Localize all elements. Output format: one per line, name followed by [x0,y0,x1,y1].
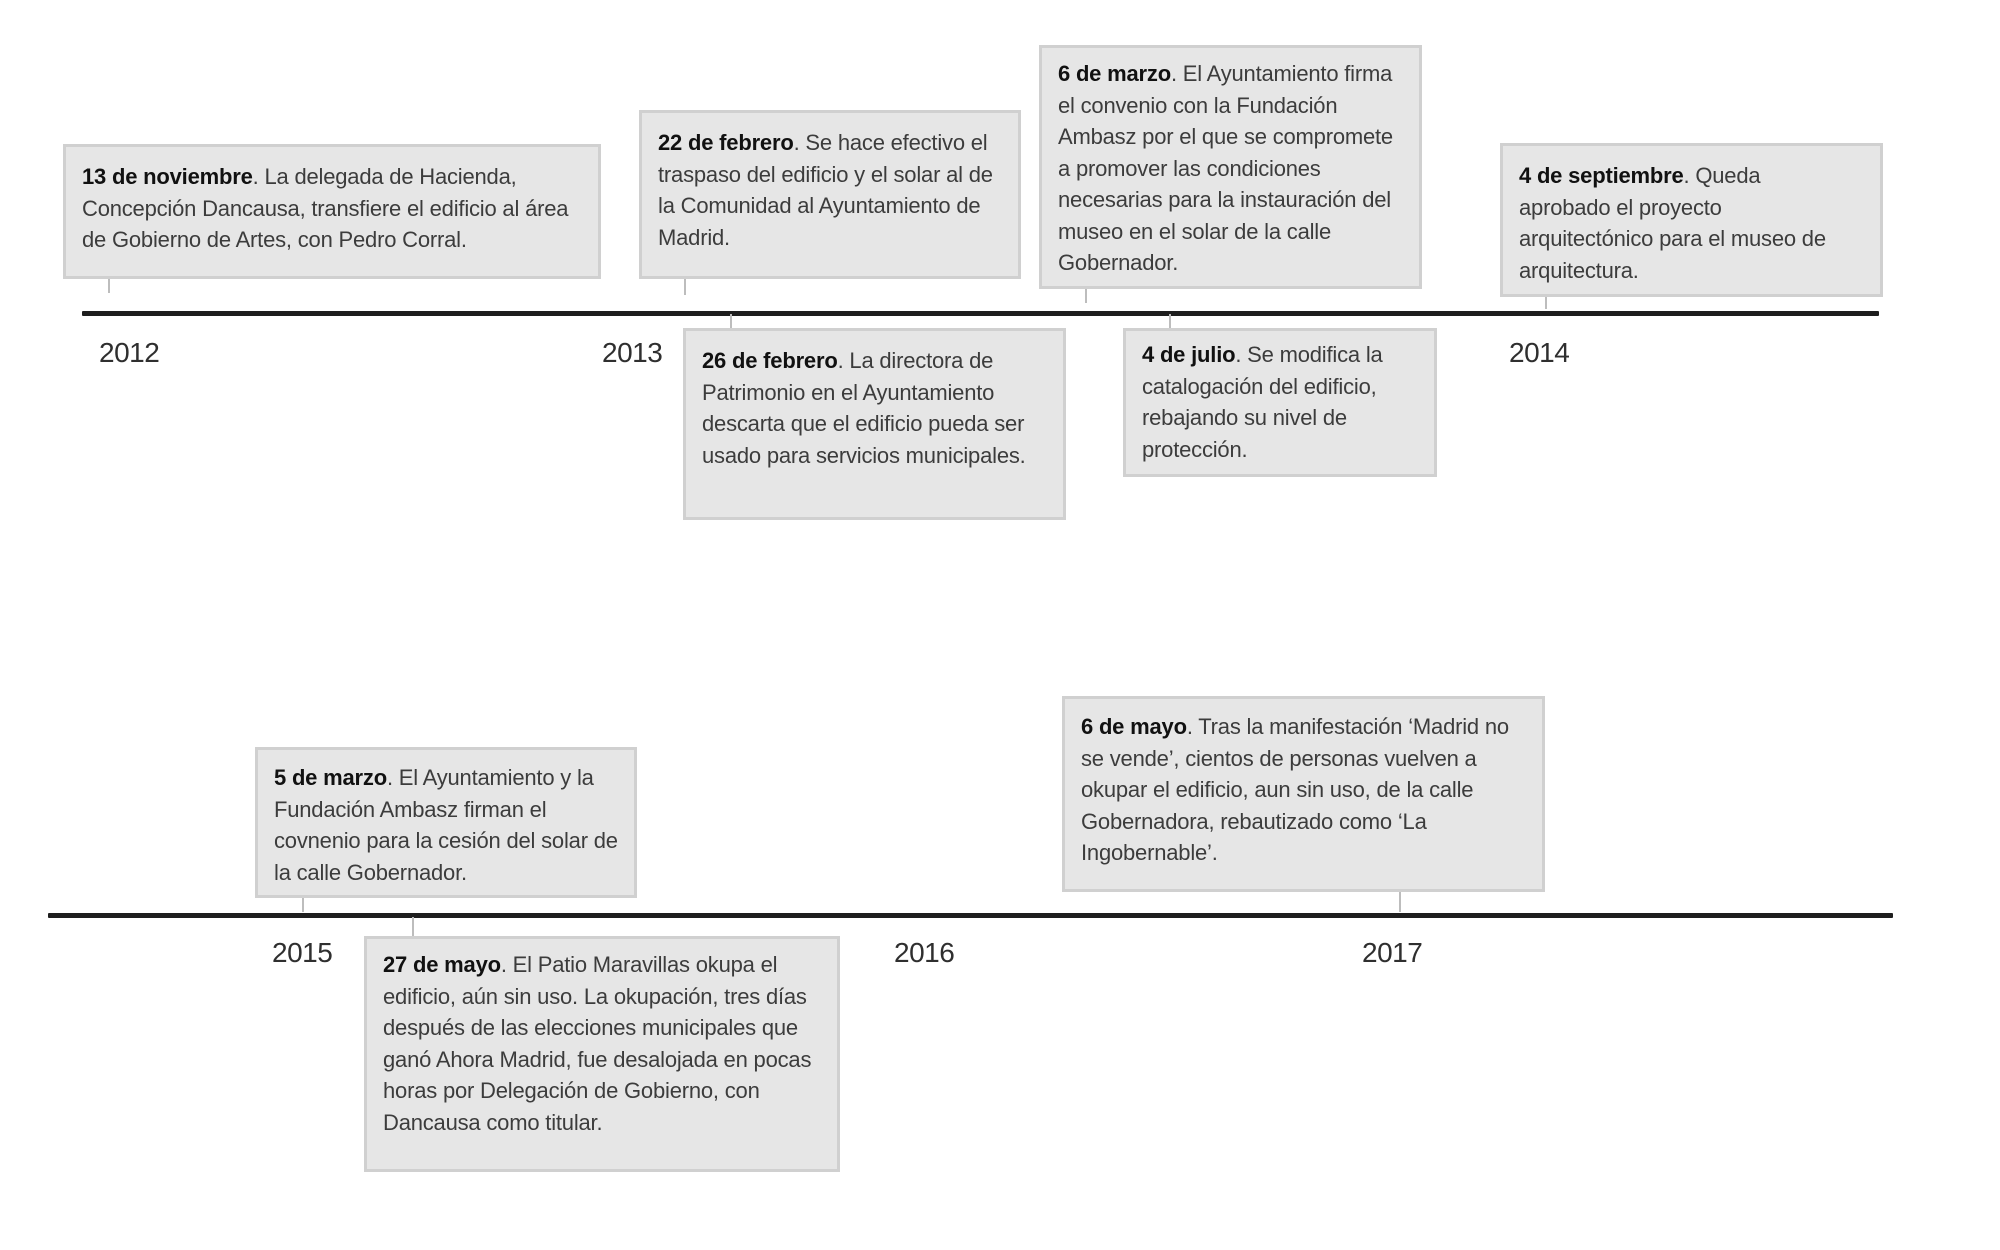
event-card-4-septiembre [1500,143,1883,297]
event-card-6-marzo [1039,45,1422,289]
event-date: 22 de febrero [658,130,794,155]
event-connector [1545,297,1547,309]
event-card-13-noviembre [63,144,601,279]
event-connector [1399,892,1401,912]
event-description: . Se hace efectivo el traspaso del edificio y el solar al de la Comunidad al Ayuntamiento de Madrid. [658,130,993,250]
event-card-22-febrero [639,110,1021,279]
event-description: . Tras la manifestación ‘Madrid no se vende’, cientos de personas vuelven a okupar el edificio, aun sin uso, de la calle Gobernadora, rebautizado como ‘La Ingobernable’. [1081,714,1509,865]
year-label-2013: 2013 [602,337,663,368]
year-label-2015: 2015 [272,937,333,968]
event-date: 26 de febrero [702,348,838,373]
event-date: 27 de mayo [383,952,501,977]
year-label-2016: 2016 [894,937,955,968]
event-description: . El Patio Maravillas okupa el edificio, aún sin uso. La okupación, tres días después de las elecciones municipales que ganó Ahora Madrid, fue desalojada en pocas horas por Delegación de Gobierno, con Dancausa como titular. [383,952,812,1135]
event-connector [108,277,110,293]
event-card-6-mayo [1062,696,1545,892]
event-connector [302,896,304,912]
event-date: 4 de julio [1142,342,1236,367]
event-card-4-julio [1123,328,1437,477]
event-date: 5 de marzo [274,765,387,790]
event-date: 6 de mayo [1081,714,1187,739]
timeline-axis-2012-2014 [82,311,1879,316]
event-connector [412,917,414,938]
event-connector [684,277,686,295]
year-label-2017: 2017 [1362,937,1423,968]
event-description: . Se modifica la catalogación del edificio, rebajando su nivel de protección. [1142,342,1383,462]
event-description: . El Ayuntamiento y la Fundación Ambasz firman el covnenio para la cesión del solar de la calle Gobernador. [274,765,618,885]
event-connector [1085,288,1087,303]
event-card-27-mayo [364,936,840,1172]
event-date: 13 de noviembre [82,164,253,189]
event-date: 4 de septiembre [1519,163,1684,188]
event-description: . Queda aprobado el proyecto arquitectónico para el museo de arquitectura. [1519,163,1826,283]
event-card-5-marzo [255,747,637,898]
year-label-2014: 2014 [1509,337,1570,368]
event-description: . La delegada de Hacienda, Concepción Dancausa, transfiere el edificio al área de Gobierno de Artes, con Pedro Corral. [82,164,569,252]
event-description: . La directora de Patrimonio en el Ayuntamiento descarta que el edificio pueda ser usado para servicios municipales. [702,348,1026,468]
event-description: . El Ayuntamiento firma el convenio con la Fundación Ambasz por el que se compromete a promover las condiciones necesarias para la instauración del museo en el solar de la calle Gobernador. [1058,61,1393,275]
year-label-2012: 2012 [99,337,160,368]
timeline-axis-2015-2017 [48,913,1893,918]
event-connector [1169,314,1171,328]
event-card-26-febrero [683,328,1066,520]
event-date: 6 de marzo [1058,61,1171,86]
event-connector [730,314,732,328]
